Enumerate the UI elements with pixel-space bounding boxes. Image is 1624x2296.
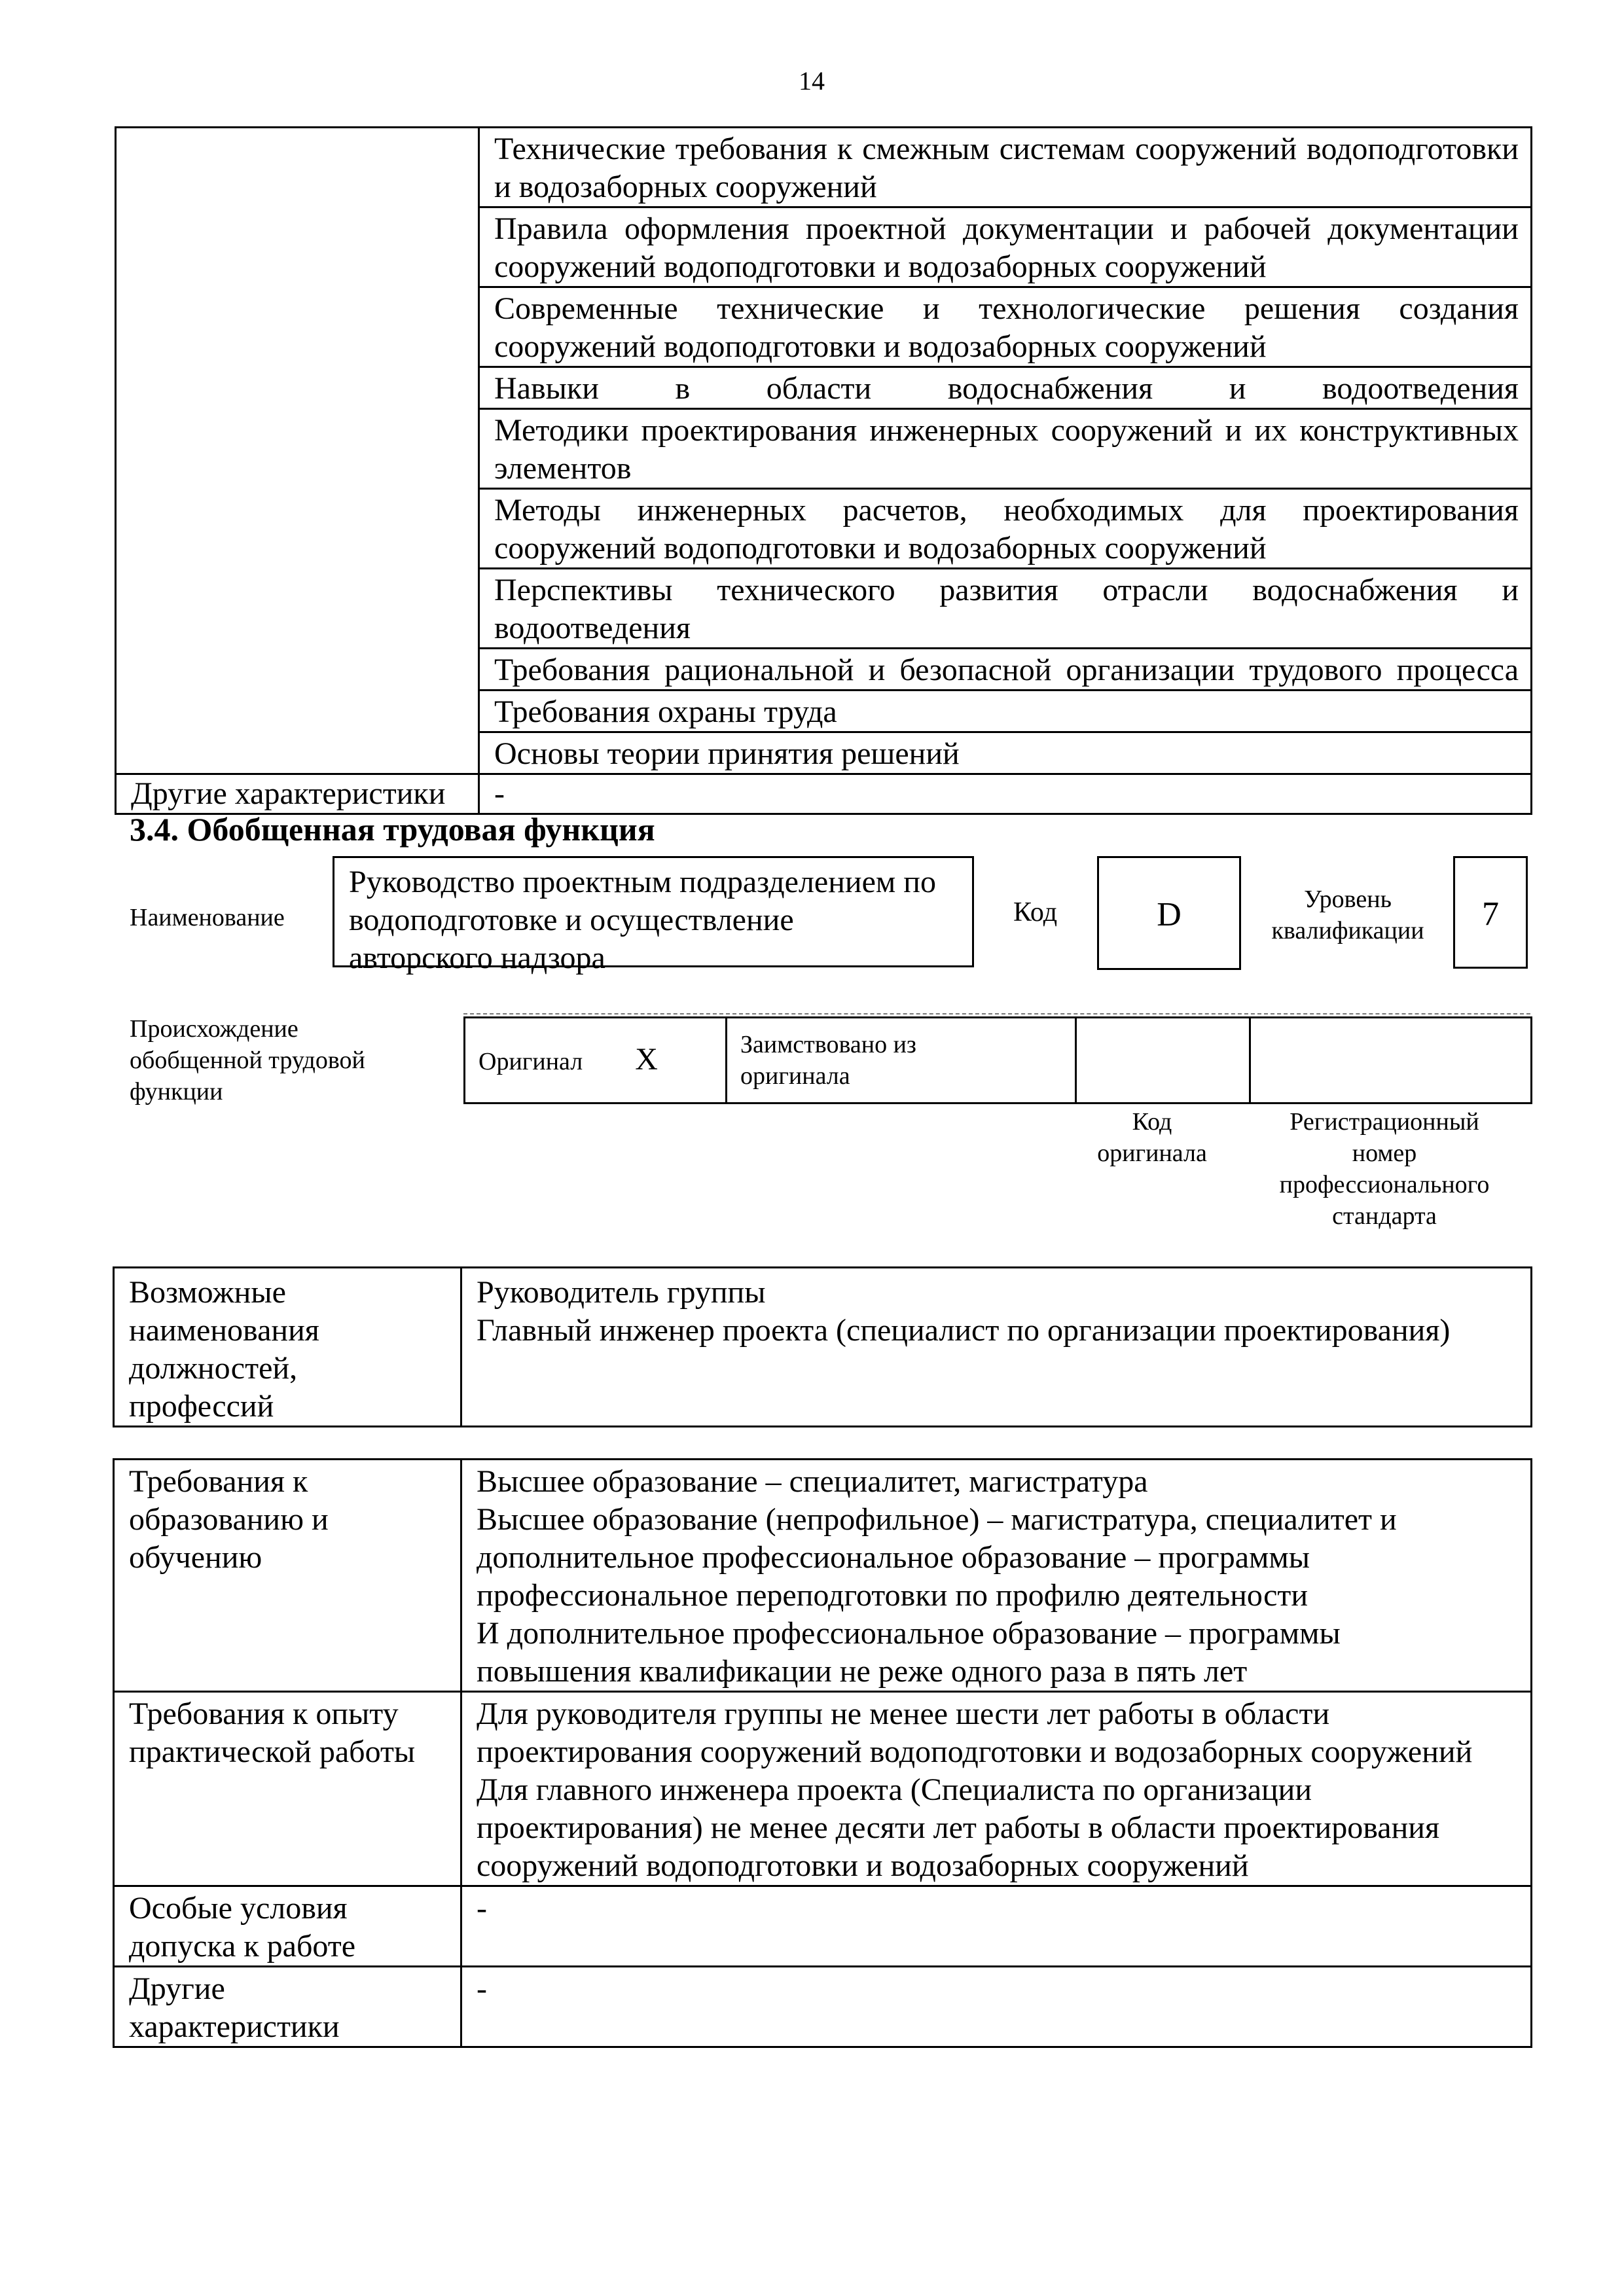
knowledge-item: Современные технические и технологические решения создания сооружений водоподготовки и водозаборных сооружений	[479, 287, 1532, 367]
education-requirements-label	[114, 1460, 461, 1692]
divider	[463, 1013, 1530, 1014]
admission-conditions-label	[114, 1886, 461, 1967]
original-code-cell	[1076, 1018, 1250, 1103]
value-line: проектирования) не менее десяти лет работы в области проектирования	[477, 1810, 1440, 1845]
value-line: проектирования сооружений водоподготовки и водозаборных сооружений	[477, 1734, 1473, 1769]
other-characteristics-value	[461, 1967, 1532, 2047]
original-code-caption	[1066, 1106, 1238, 1169]
value-line: -	[477, 1891, 487, 1926]
caption-line: оригинала	[1097, 1139, 1207, 1167]
knowledge-item: Требования охраны труда	[479, 691, 1532, 732]
value-line: дополнительное профессиональное образование – программы	[477, 1540, 1310, 1575]
registration-number-cell	[1250, 1018, 1532, 1103]
positions-table	[113, 1266, 1532, 1427]
function-name-line: авторского надзора	[349, 941, 605, 975]
knowledge-item: Перспективы технического развития отрасли водоснабжения и водоотведения	[479, 569, 1532, 649]
value-line: Высшее образование – специалитет, магистратура	[477, 1464, 1148, 1499]
positions-label-line: Возможные	[129, 1275, 286, 1310]
qualification-level-value: 7	[1453, 856, 1528, 969]
caption-line: номер	[1352, 1139, 1417, 1167]
education-requirements-value	[461, 1460, 1532, 1692]
experience-requirements-label	[114, 1692, 461, 1886]
borrowed-label-line: оригинала	[740, 1062, 850, 1090]
origin-label-line: обобщенной трудовой	[130, 1047, 365, 1074]
qualification-level-label	[1259, 884, 1436, 946]
value-line: сооружений водоподготовки и водозаборных сооружений	[477, 1848, 1249, 1883]
knowledge-table	[115, 126, 1532, 815]
knowledge-item: Правила оформления проектной документации и рабочей документации сооружений водоподготовки и водозаборных сооружений	[479, 207, 1532, 287]
requirements-table	[113, 1458, 1532, 2048]
label-line: характеристики	[129, 2009, 340, 2044]
caption-line: Регистрационный	[1290, 1108, 1479, 1136]
label-line: образованию и	[129, 1502, 329, 1537]
positions-label	[114, 1268, 461, 1427]
qualification-level-label-line: квалификации	[1271, 917, 1424, 944]
value-line: Для главного инженера проекта (Специалиста по организации	[477, 1772, 1312, 1807]
knowledge-item: Методы инженерных расчетов, необходимых для проектирования сооружений водоподготовки и водозаборных сооружений	[479, 489, 1532, 569]
position-title: Главный инженер проекта (специалист по организации проектирования)	[477, 1313, 1451, 1348]
value-line: Для руководителя группы не менее шести лет работы в области	[477, 1696, 1330, 1731]
knowledge-label-cell	[116, 128, 479, 774]
origin-label-line: функции	[130, 1078, 223, 1105]
origin-label	[130, 1013, 365, 1107]
code-label: Код	[1013, 897, 1058, 927]
original-label: Оригинал	[478, 1047, 583, 1075]
positions-label-line: должностей,	[129, 1351, 298, 1386]
value-line: профессиональное переподготовки по профилю деятельности	[477, 1578, 1308, 1613]
knowledge-item: Основы теории принятия решений	[479, 732, 1532, 774]
admission-conditions-value	[461, 1886, 1532, 1967]
other-characteristics-label	[114, 1967, 461, 2047]
function-name-line: Руководство проектным подразделением по	[349, 865, 936, 899]
origin-label-line: Происхождение	[130, 1015, 298, 1043]
knowledge-item: Требования рациональной и безопасной организации трудового процесса	[479, 649, 1532, 691]
original-cell	[465, 1018, 727, 1103]
value-line: И дополнительное профессиональное образование – программы	[477, 1616, 1341, 1651]
function-name-line: водоподготовке и осуществление	[349, 903, 794, 937]
label-line: Требования к опыту	[129, 1696, 399, 1731]
label-line: обучению	[129, 1540, 262, 1575]
experience-requirements-value	[461, 1692, 1532, 1886]
qualification-level-label-line: Уровень	[1304, 886, 1392, 913]
positions-value	[461, 1268, 1532, 1427]
caption-line: профессионального	[1279, 1171, 1490, 1198]
code-value: D	[1097, 856, 1241, 970]
position-title: Руководитель группы	[477, 1275, 766, 1310]
function-name-box	[333, 856, 974, 975]
other-characteristics-label: Другие характеристики	[116, 774, 479, 814]
label-line: Другие	[129, 1971, 225, 2006]
value-line: -	[477, 1971, 487, 2006]
other-characteristics-value: -	[479, 774, 1532, 814]
borrowed-cell	[727, 1018, 1076, 1103]
value-line: повышения квалификации не реже одного раза в пять лет	[477, 1654, 1248, 1689]
page-number: 14	[799, 66, 825, 96]
knowledge-item: Технические требования к смежным системам сооружений водоподготовки и водозаборных сооружений	[479, 128, 1532, 207]
registration-number-caption	[1238, 1106, 1530, 1232]
section-heading: 3.4. Обобщенная трудовая функция	[130, 811, 655, 848]
name-label: Наименование	[130, 904, 285, 931]
value-line: Высшее образование (непрофильное) – магистратура, специалитет и	[477, 1502, 1397, 1537]
borrowed-label-line: Заимствовано из	[740, 1031, 916, 1058]
knowledge-item: Методики проектирования инженерных сооружений и их конструктивных элементов	[479, 409, 1532, 489]
knowledge-item: Навыки в области водоснабжения и водоотведения	[479, 367, 1532, 409]
label-line: Требования к	[129, 1464, 308, 1499]
original-mark: X	[635, 1041, 658, 1077]
caption-line: Код	[1132, 1108, 1172, 1136]
positions-label-line: профессий	[129, 1389, 274, 1424]
label-line: допуска к работе	[129, 1929, 356, 1964]
origin-table	[463, 1016, 1532, 1104]
label-line: практической работы	[129, 1734, 416, 1769]
positions-label-line: наименования	[129, 1313, 319, 1348]
caption-line: стандарта	[1332, 1202, 1437, 1230]
label-line: Особые условия	[129, 1891, 348, 1926]
